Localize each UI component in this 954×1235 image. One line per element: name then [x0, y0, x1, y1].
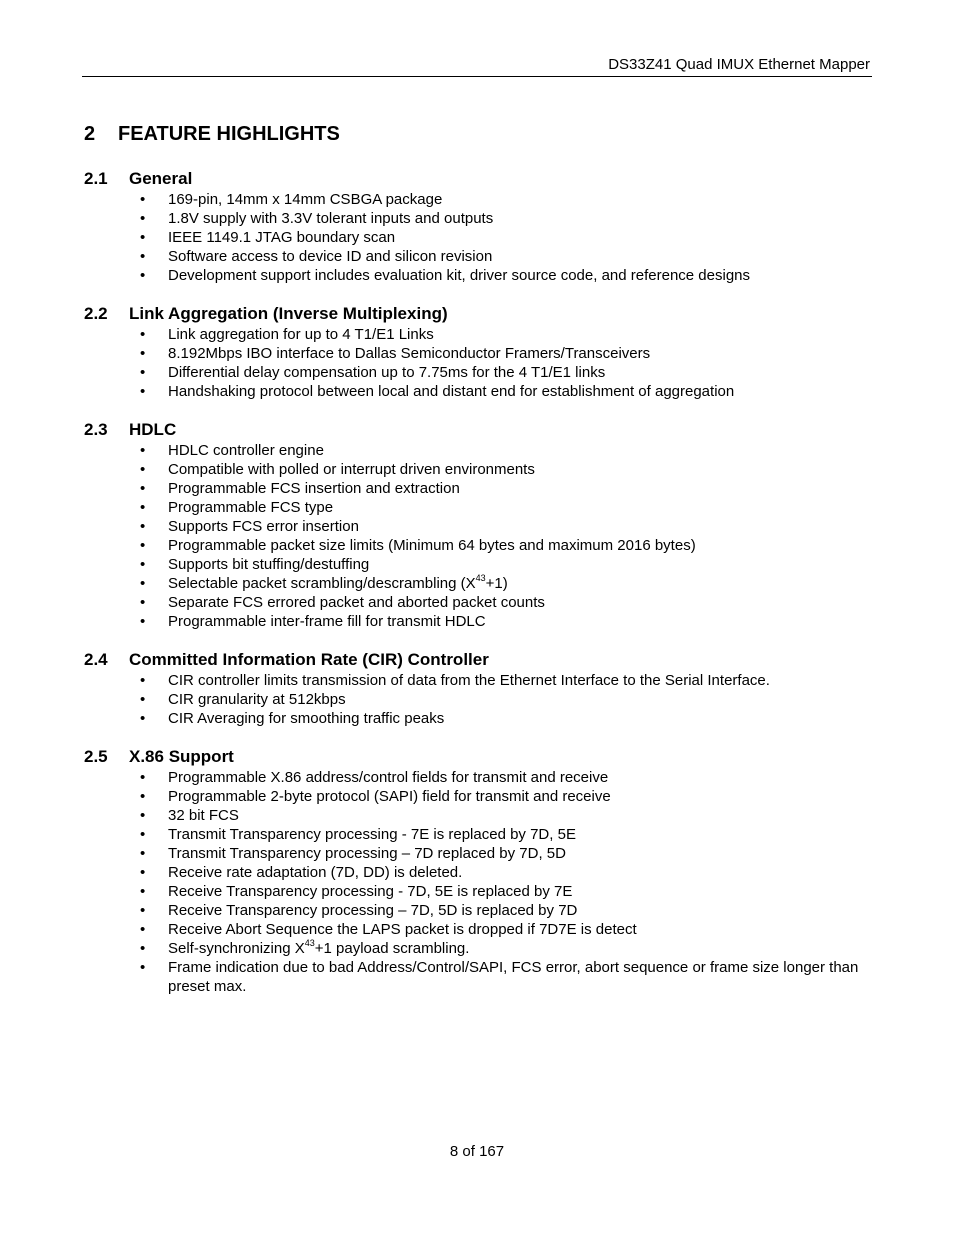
- bullet-list: [84, 671, 874, 728]
- list-item: [84, 593, 874, 612]
- list-item-text: Receive Transparency processing - 7D, 5E is replaced by 7E: [168, 883, 573, 900]
- list-item-text: Compatible with polled or interrupt driven environments: [168, 461, 535, 478]
- section-heading: [84, 168, 874, 190]
- bullet-list: [84, 325, 874, 401]
- list-item: [84, 536, 874, 555]
- list-item-text: Transmit Transparency processing - 7E is replaced by 7D, 5E: [168, 826, 576, 843]
- list-item-text: Programmable FCS type: [168, 499, 334, 516]
- list-item-text-suffix: +1): [485, 575, 508, 592]
- list-item-text: Receive Transparency processing – 7D, 5D is replaced by 7D: [168, 902, 578, 919]
- list-item-text: Frame indication due to bad Address/Control/SAPI, FCS error, abort sequence or frame size longer than preset max.: [168, 959, 859, 995]
- list-item: [84, 612, 874, 631]
- superscript: 43: [475, 573, 486, 583]
- list-item-text: CIR Averaging for smoothing traffic peaks: [168, 710, 445, 727]
- list-item-text: 8.192Mbps IBO interface to Dallas Semiconductor Framers/Transceivers: [168, 345, 651, 362]
- running-header: DS33Z41 Quad IMUX Ethernet Mapper: [608, 56, 870, 73]
- list-item-text: Programmable X.86 address/control fields for transmit and receive: [168, 769, 609, 786]
- section-2-3: [84, 419, 874, 631]
- list-item-text: Receive Abort Sequence the LAPS packet is dropped if 7D7E is detect: [168, 921, 637, 938]
- list-item: [84, 382, 874, 401]
- section-2-2: [84, 303, 874, 401]
- list-item-text: Programmable inter-frame fill for transmit HDLC: [168, 613, 486, 630]
- section-heading: [84, 419, 874, 441]
- section-heading: [84, 303, 874, 325]
- list-item: [84, 768, 874, 787]
- list-item: [84, 671, 874, 690]
- list-item: [84, 574, 874, 593]
- list-item: [84, 901, 874, 920]
- sections-container: [84, 168, 874, 996]
- list-item-text: CIR granularity at 512kbps: [168, 691, 346, 708]
- section-number: 2.3: [84, 420, 108, 439]
- section-number: 2.5: [84, 747, 108, 766]
- section-number: 2.1: [84, 169, 108, 188]
- list-item: [84, 709, 874, 728]
- list-item-text: 32 bit FCS: [168, 807, 239, 824]
- list-item-text: Programmable FCS insertion and extraction: [168, 480, 460, 497]
- page-content: [84, 121, 874, 1014]
- bullet-list: [84, 190, 874, 285]
- chapter-title: FEATURE HIGHLIGHTS: [118, 123, 340, 145]
- section-number: 2.2: [84, 304, 108, 323]
- list-item: [84, 555, 874, 574]
- list-item-text: 169-pin, 14mm x 14mm CSBGA package: [168, 191, 443, 208]
- section-number: 2.4: [84, 650, 108, 669]
- list-item-text: Handshaking protocol between local and distant end for establishment of aggregation: [168, 383, 735, 400]
- list-item-text: Self-synchronizing X: [168, 940, 305, 957]
- list-item-text: Programmable 2-byte protocol (SAPI) field for transmit and receive: [168, 788, 611, 805]
- list-item-text: Selectable packet scrambling/descrambling (X: [168, 575, 476, 592]
- list-item: [84, 939, 874, 958]
- list-item-text: 1.8V supply with 3.3V tolerant inputs and outputs: [168, 210, 494, 227]
- chapter-heading: [84, 121, 874, 147]
- list-item: [84, 690, 874, 709]
- list-item-text: IEEE 1149.1 JTAG boundary scan: [168, 229, 396, 246]
- list-item: [84, 958, 874, 996]
- list-item-text: Link aggregation for up to 4 T1/E1 Links: [168, 326, 434, 343]
- list-item-text: Receive rate adaptation (7D, DD) is deleted.: [168, 864, 463, 881]
- list-item-text: CIR controller limits transmission of data from the Ethernet Interface to the Serial Interface.: [168, 672, 770, 689]
- list-item: [84, 920, 874, 939]
- section-title: Committed Information Rate (CIR) Controller: [129, 650, 489, 669]
- section-title: HDLC: [129, 420, 177, 439]
- list-item: [84, 806, 874, 825]
- list-item: [84, 325, 874, 344]
- list-item: [84, 863, 874, 882]
- superscript: 43: [304, 938, 315, 948]
- list-item-text: Software access to device ID and silicon revision: [168, 248, 493, 265]
- list-item-text-suffix: +1 payload scrambling.: [314, 940, 470, 957]
- section-2-5: [84, 746, 874, 996]
- section-2-1: [84, 168, 874, 285]
- chapter-number: 2: [84, 123, 96, 145]
- section-2-4: [84, 649, 874, 728]
- list-item-text: Supports bit stuffing/destuffing: [168, 556, 370, 573]
- list-item: [84, 266, 874, 285]
- section-heading: [84, 649, 874, 671]
- section-title: Link Aggregation (Inverse Multiplexing): [129, 304, 448, 323]
- list-item: [84, 825, 874, 844]
- list-item-text: Differential delay compensation up to 7.75ms for the 4 T1/E1 links: [168, 364, 606, 381]
- section-title: X.86 Support: [129, 747, 234, 766]
- list-item: [84, 441, 874, 460]
- list-item: [84, 844, 874, 863]
- list-item: [84, 498, 874, 517]
- list-item: [84, 190, 874, 209]
- list-item-text: Separate FCS errored packet and aborted packet counts: [168, 594, 545, 611]
- list-item: [84, 363, 874, 382]
- list-item: [84, 517, 874, 536]
- header-rule: [82, 76, 872, 77]
- list-item-text: Transmit Transparency processing – 7D replaced by 7D, 5D: [168, 845, 566, 862]
- bullet-list: [84, 441, 874, 631]
- list-item-text: Programmable packet size limits (Minimum 64 bytes and maximum 2016 bytes): [168, 537, 696, 554]
- list-item: [84, 228, 874, 247]
- list-item-text: HDLC controller engine: [168, 442, 324, 459]
- list-item: [84, 882, 874, 901]
- list-item-text: Development support includes evaluation kit, driver source code, and reference designs: [168, 267, 750, 284]
- bullet-list: [84, 768, 874, 996]
- page-number: 8 of 167: [449, 1143, 505, 1160]
- list-item: [84, 209, 874, 228]
- list-item-text: Supports FCS error insertion: [168, 518, 359, 535]
- list-item: [84, 247, 874, 266]
- section-title: General: [129, 169, 193, 188]
- list-item: [84, 787, 874, 806]
- list-item: [84, 479, 874, 498]
- list-item: [84, 344, 874, 363]
- list-item: [84, 460, 874, 479]
- section-heading: [84, 746, 874, 768]
